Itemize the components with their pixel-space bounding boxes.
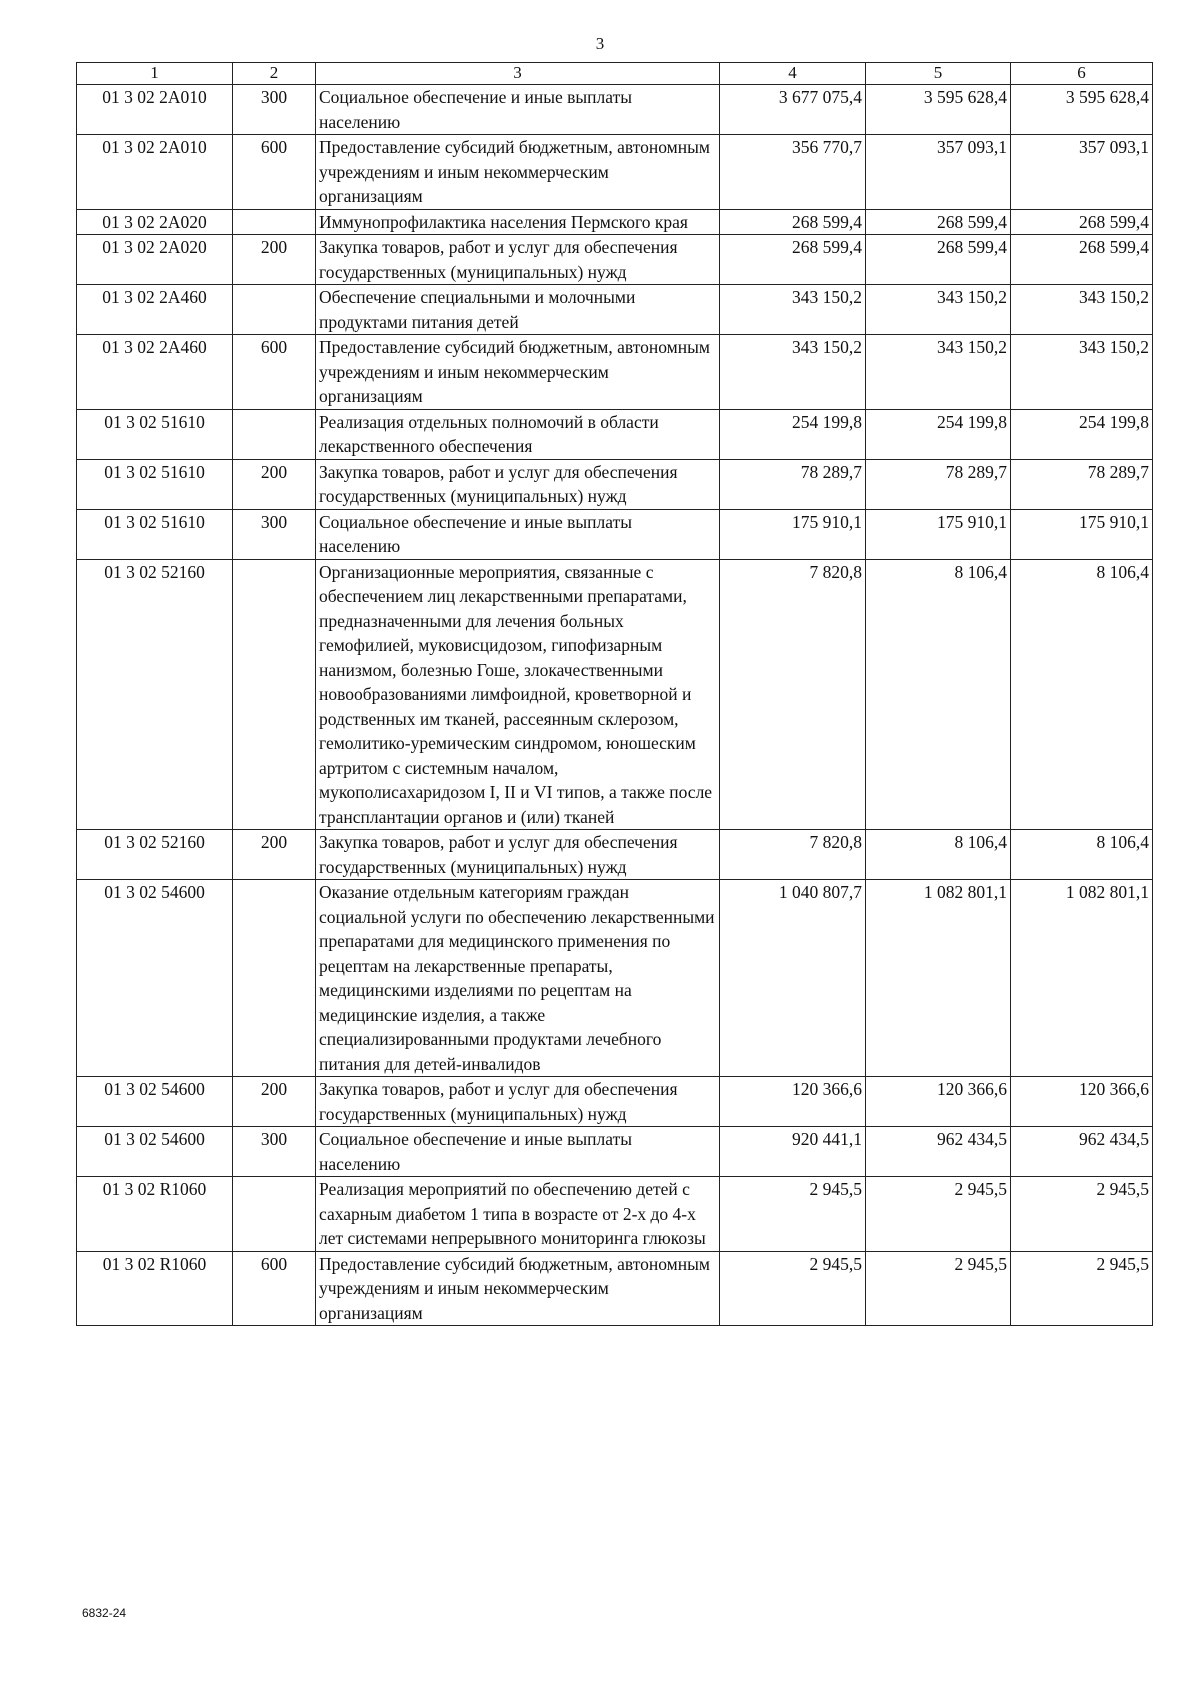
expense-type-cell [233,880,316,1077]
target-code-cell: 01 3 02 2A460 [77,335,233,410]
amount-col4-cell: 3 677 075,4 [720,85,866,135]
amount-col5-cell: 268 599,4 [866,209,1011,235]
budget-table [76,62,1153,1326]
column-header-2: 2 [233,63,316,85]
amount-col5-cell: 120 366,6 [866,1077,1011,1127]
amount-col5-cell: 3 595 628,4 [866,85,1011,135]
item-name-cell: Обеспечение специальными и молочными продуктами питания детей [316,285,720,335]
table-row [77,830,1153,880]
amount-col4-cell: 356 770,7 [720,135,866,210]
amount-col6-cell: 8 106,4 [1011,830,1153,880]
table-row [77,135,1153,210]
expense-type-cell [233,1177,316,1252]
column-header-1: 1 [77,63,233,85]
amount-col5-cell: 343 150,2 [866,335,1011,410]
target-code-cell: 01 3 02 52160 [77,559,233,830]
amount-col4-cell: 254 199,8 [720,409,866,459]
amount-col4-cell: 268 599,4 [720,209,866,235]
target-code-cell: 01 3 02 54600 [77,1127,233,1177]
amount-col6-cell: 254 199,8 [1011,409,1153,459]
amount-col4-cell: 920 441,1 [720,1127,866,1177]
expense-type-cell [233,409,316,459]
amount-col5-cell: 357 093,1 [866,135,1011,210]
amount-col6-cell: 2 945,5 [1011,1251,1153,1326]
amount-col4-cell: 2 945,5 [720,1251,866,1326]
amount-col5-cell: 78 289,7 [866,459,1011,509]
item-name-cell: Реализация мероприятий по обеспечению детей с сахарным диабетом 1 типа в возрасте от 2-х до 4-х лет системами непрерывного мониторинга глюкозы [316,1177,720,1252]
amount-col6-cell: 343 150,2 [1011,335,1153,410]
table-row [77,235,1153,285]
expense-type-cell: 200 [233,459,316,509]
amount-col5-cell: 962 434,5 [866,1127,1011,1177]
amount-col4-cell: 7 820,8 [720,559,866,830]
table-row [77,880,1153,1077]
target-code-cell: 01 3 02 51610 [77,409,233,459]
item-name-cell: Организационные мероприятия, связанные с обеспечением лиц лекарственными препаратами, предназначенными для лечения больных гемофилией, муковисцидозом, гипофизарным нанизмом, болезнью Гоше, злокачественными новообразованиями лимфоидной, кроветворной и родственных им тканей, рассеянным склерозом, гемолитико-уремическим синдромом, юношеским артритом с системным началом, мукополисахаридозом I, II и VI типов, а также после трансплантации органов и (или) тканей [316,559,720,830]
amount-col4-cell: 7 820,8 [720,830,866,880]
expense-type-cell [233,559,316,830]
amount-col6-cell: 3 595 628,4 [1011,85,1153,135]
amount-col5-cell: 254 199,8 [866,409,1011,459]
target-code-cell: 01 3 02 51610 [77,509,233,559]
amount-col6-cell: 962 434,5 [1011,1127,1153,1177]
amount-col5-cell: 343 150,2 [866,285,1011,335]
item-name-cell: Закупка товаров, работ и услуг для обеспечения государственных (муниципальных) нужд [316,459,720,509]
item-name-cell: Реализация отдельных полномочий в области лекарственного обеспечения [316,409,720,459]
table-row [77,409,1153,459]
amount-col5-cell: 8 106,4 [866,559,1011,830]
amount-col4-cell: 175 910,1 [720,509,866,559]
amount-col6-cell: 343 150,2 [1011,285,1153,335]
expense-type-cell: 300 [233,509,316,559]
target-code-cell: 01 3 02 52160 [77,830,233,880]
expense-type-cell: 200 [233,830,316,880]
column-number-row [77,63,1153,85]
amount-col4-cell: 78 289,7 [720,459,866,509]
document-code: 6832-24 [82,1606,127,1620]
amount-col6-cell: 120 366,6 [1011,1077,1153,1127]
column-header-6: 6 [1011,63,1153,85]
column-header-3: 3 [316,63,720,85]
table-row [77,1127,1153,1177]
item-name-cell: Иммунопрофилактика населения Пермского края [316,209,720,235]
item-name-cell: Социальное обеспечение и иные выплаты населению [316,85,720,135]
item-name-cell: Социальное обеспечение и иные выплаты населению [316,1127,720,1177]
table-row [77,509,1153,559]
amount-col5-cell: 2 945,5 [866,1177,1011,1252]
amount-col4-cell: 343 150,2 [720,335,866,410]
amount-col5-cell: 175 910,1 [866,509,1011,559]
expense-type-cell [233,285,316,335]
amount-col6-cell: 175 910,1 [1011,509,1153,559]
amount-col6-cell: 2 945,5 [1011,1177,1153,1252]
expense-type-cell: 200 [233,1077,316,1127]
item-name-cell: Оказание отдельным категориям граждан социальной услуги по обеспечению лекарственными препаратами для медицинского применения по рецептам на лекарственные препараты, медицинскими изделиями по рецептам на медицинские изделия, а также специализированными продуктами лечебного питания для детей-инвалидов [316,880,720,1077]
column-header-5: 5 [866,63,1011,85]
table-row [77,1077,1153,1127]
amount-col5-cell: 2 945,5 [866,1251,1011,1326]
amount-col4-cell: 120 366,6 [720,1077,866,1127]
expense-type-cell: 300 [233,1127,316,1177]
table-row [77,1251,1153,1326]
target-code-cell: 01 3 02 R1060 [77,1251,233,1326]
table-row [77,335,1153,410]
expense-type-cell [233,209,316,235]
amount-col6-cell: 8 106,4 [1011,559,1153,830]
amount-col4-cell: 2 945,5 [720,1177,866,1252]
table-row [77,285,1153,335]
table-row [77,85,1153,135]
item-name-cell: Предоставление субсидий бюджетным, автономным учреждениям и иным некоммерческим организациям [316,335,720,410]
amount-col4-cell: 268 599,4 [720,235,866,285]
table-row [77,209,1153,235]
column-header-4: 4 [720,63,866,85]
amount-col6-cell: 78 289,7 [1011,459,1153,509]
amount-col5-cell: 268 599,4 [866,235,1011,285]
target-code-cell: 01 3 02 2A020 [77,209,233,235]
expense-type-cell: 600 [233,1251,316,1326]
table-row [77,1177,1153,1252]
amount-col4-cell: 1 040 807,7 [720,880,866,1077]
expense-type-cell: 200 [233,235,316,285]
target-code-cell: 01 3 02 51610 [77,459,233,509]
target-code-cell: 01 3 02 2A010 [77,135,233,210]
table-row [77,559,1153,830]
expense-type-cell: 600 [233,135,316,210]
target-code-cell: 01 3 02 54600 [77,1077,233,1127]
item-name-cell: Предоставление субсидий бюджетным, автономным учреждениям и иным некоммерческим организациям [316,135,720,210]
target-code-cell: 01 3 02 2A460 [77,285,233,335]
item-name-cell: Закупка товаров, работ и услуг для обеспечения государственных (муниципальных) нужд [316,1077,720,1127]
table-row [77,459,1153,509]
page-number: 3 [595,34,605,53]
item-name-cell: Закупка товаров, работ и услуг для обеспечения государственных (муниципальных) нужд [316,830,720,880]
amount-col6-cell: 268 599,4 [1011,209,1153,235]
target-code-cell: 01 3 02 2A020 [77,235,233,285]
target-code-cell: 01 3 02 R1060 [77,1177,233,1252]
amount-col6-cell: 357 093,1 [1011,135,1153,210]
target-code-cell: 01 3 02 2A010 [77,85,233,135]
table-body [77,85,1153,1326]
item-name-cell: Закупка товаров, работ и услуг для обеспечения государственных (муниципальных) нужд [316,235,720,285]
item-name-cell: Социальное обеспечение и иные выплаты населению [316,509,720,559]
target-code-cell: 01 3 02 54600 [77,880,233,1077]
amount-col5-cell: 1 082 801,1 [866,880,1011,1077]
amount-col6-cell: 268 599,4 [1011,235,1153,285]
amount-col4-cell: 343 150,2 [720,285,866,335]
amount-col5-cell: 8 106,4 [866,830,1011,880]
item-name-cell: Предоставление субсидий бюджетным, автономным учреждениям и иным некоммерческим организациям [316,1251,720,1326]
expense-type-cell: 600 [233,335,316,410]
expense-type-cell: 300 [233,85,316,135]
amount-col6-cell: 1 082 801,1 [1011,880,1153,1077]
